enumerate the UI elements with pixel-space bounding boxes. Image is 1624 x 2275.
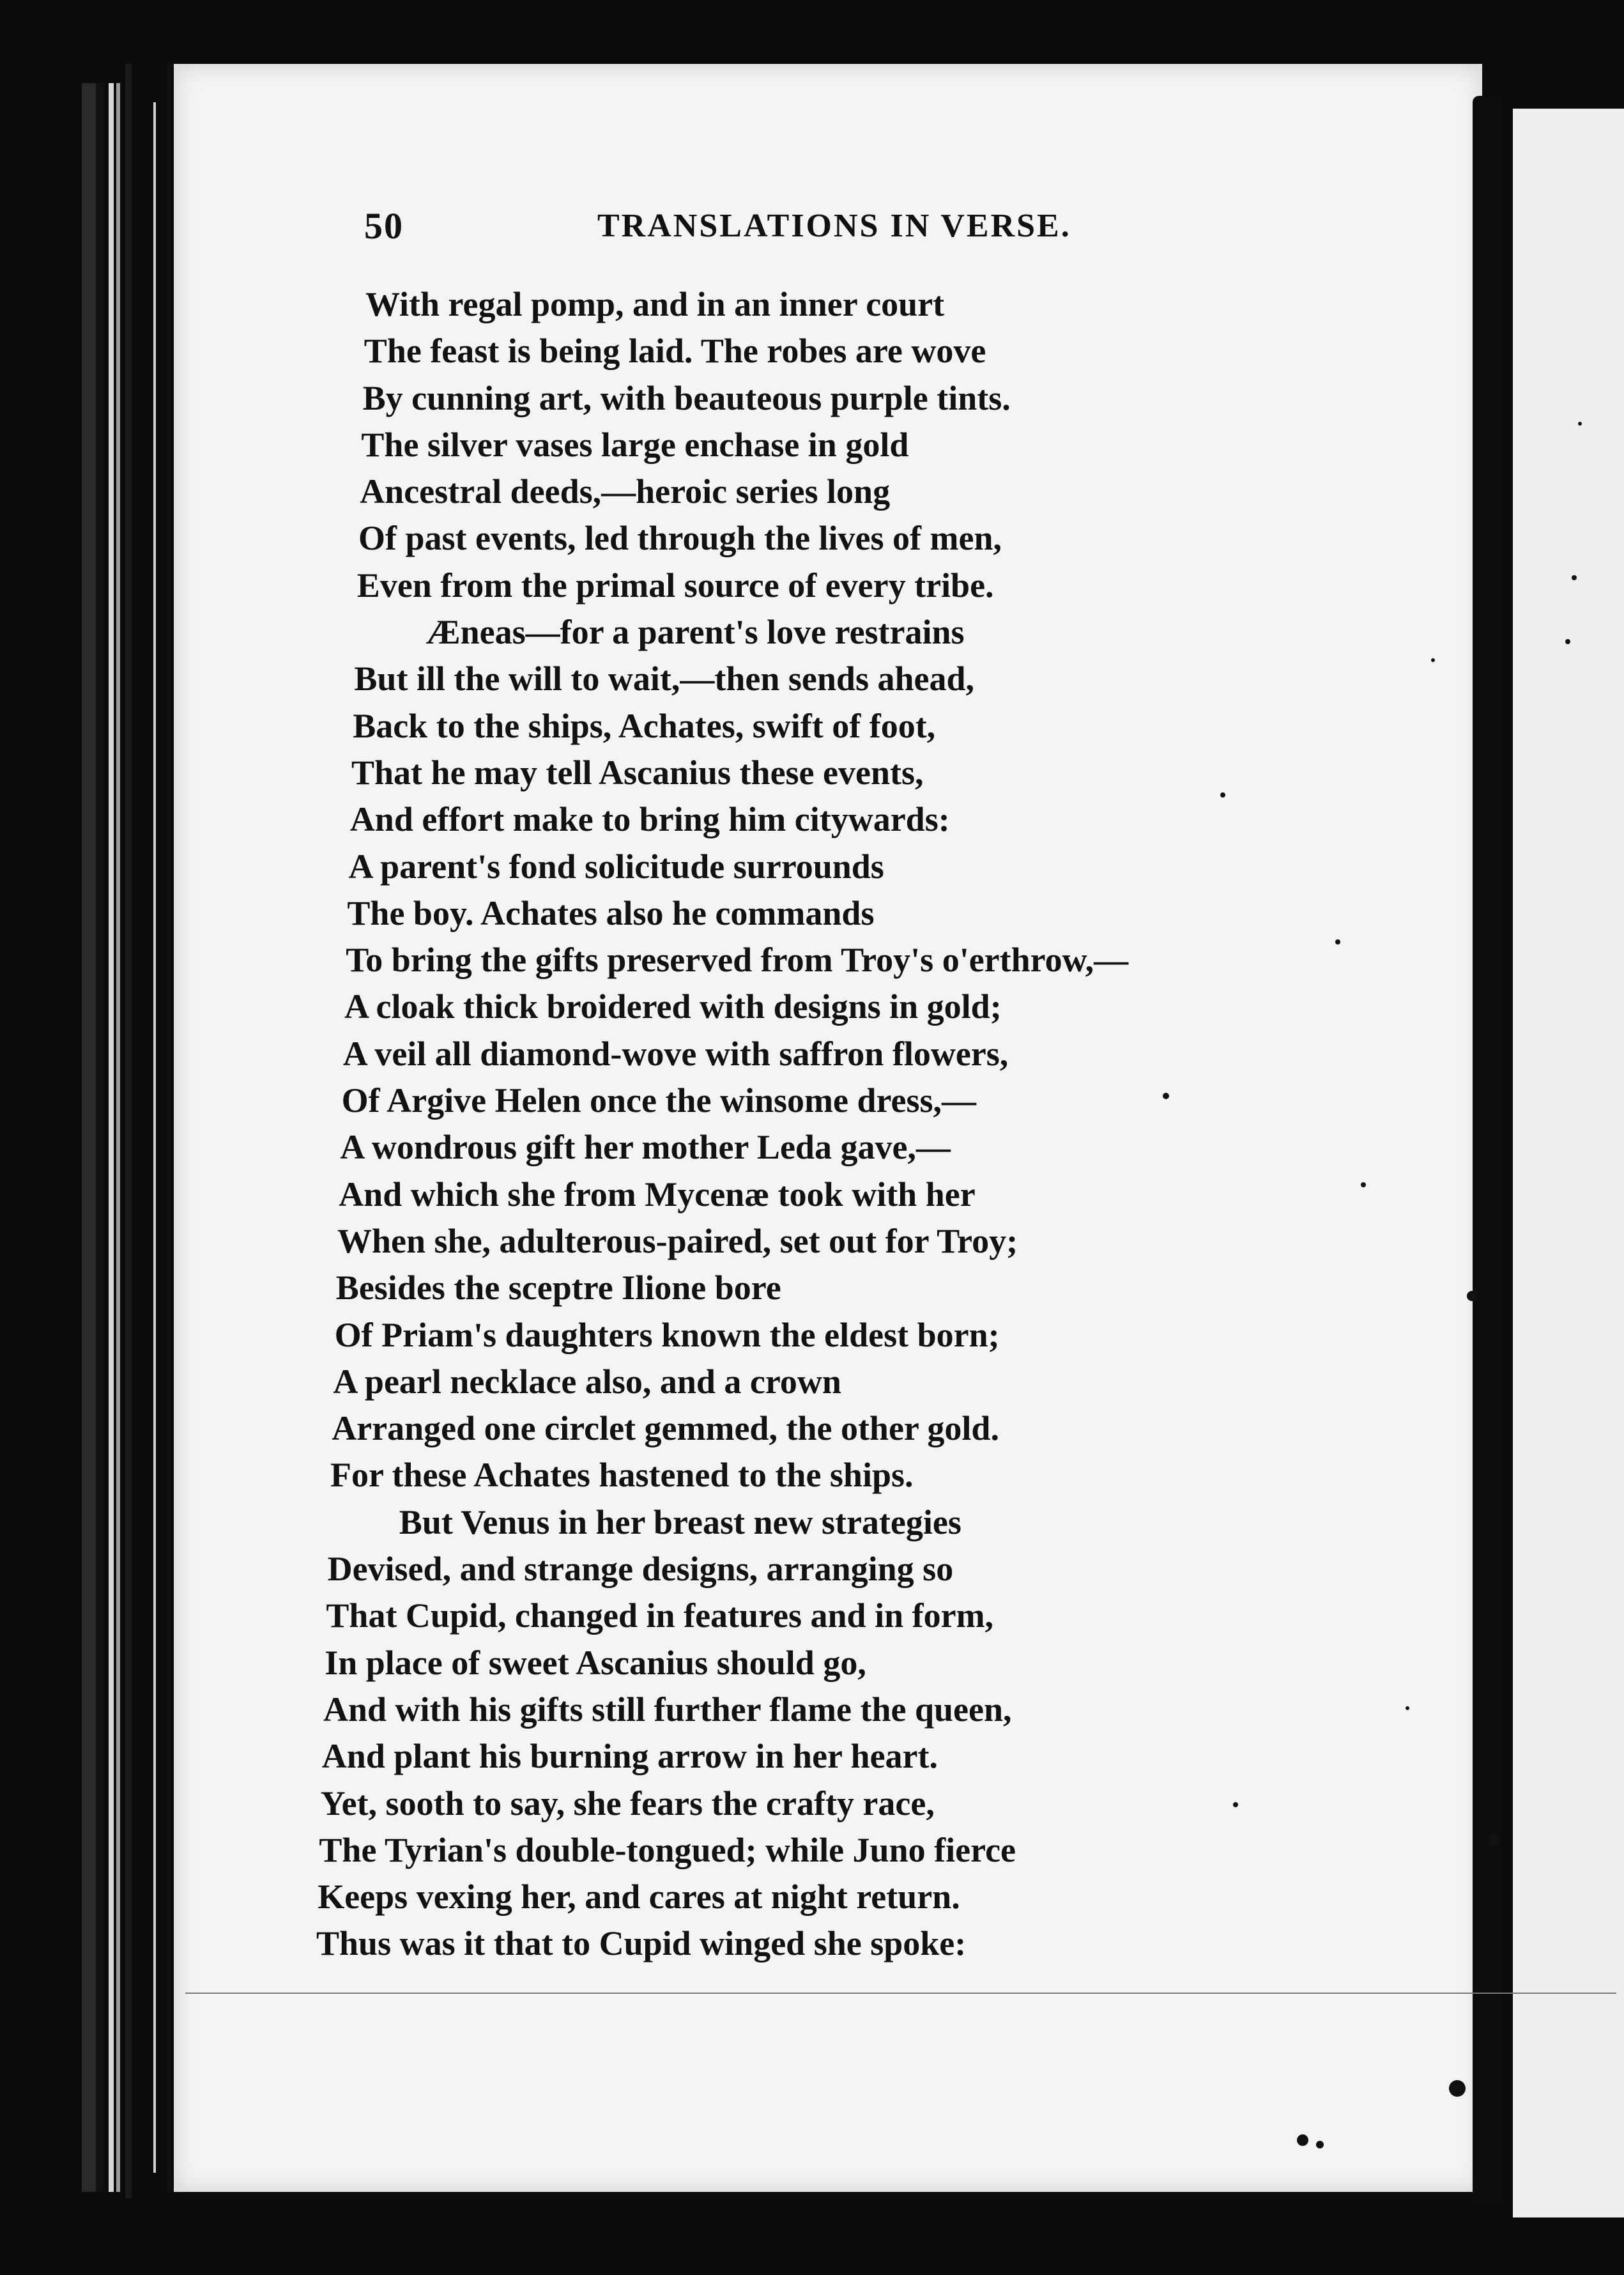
poem-line: Arranged one circlet gemmed, the other gold. — [332, 1409, 999, 1448]
page-gutter-shadow — [1473, 96, 1503, 2205]
scan-speck — [1233, 1802, 1238, 1807]
scan-rule — [185, 1993, 1616, 1994]
poem-line: In place of sweet Ascanius should go, — [325, 1643, 866, 1682]
scan-speck — [1316, 2141, 1324, 2148]
poem-line: Yet, sooth to say, she fears the crafty race, — [320, 1784, 935, 1823]
scan-speck — [1578, 422, 1582, 426]
poem-line: Of Argive Helen once the winsome dress,— — [341, 1081, 976, 1120]
poem-line: For these Achates hastened to the ships. — [330, 1456, 914, 1495]
page-header — [364, 204, 1150, 262]
scan-speck — [1361, 1182, 1366, 1187]
poem-line: Æneas—for a parent's love restrains — [425, 613, 965, 652]
binding-shadow — [82, 83, 96, 2192]
poem-line: That he may tell Ascanius these events, — [351, 753, 924, 792]
poem-line: With regal pomp, and in an inner court — [365, 285, 945, 323]
poem-line: To bring the gifts preserved from Troy's o'erthrow,— — [346, 941, 1129, 980]
poem-line: And with his gifts still further flame the queen, — [323, 1690, 1012, 1729]
binding-shadow — [125, 64, 132, 2198]
scan-speck — [1297, 2134, 1308, 2146]
scan-speck — [1406, 1706, 1409, 1710]
binding-edge — [116, 83, 120, 2192]
poem-line: When she, adulterous-paired, set out for Troy; — [337, 1221, 1018, 1260]
poem-line: And which she from Mycenæ took with her — [339, 1175, 976, 1214]
poem-line: Thus was it that to Cupid winged she spoke: — [316, 1924, 967, 1963]
scan-speck — [1335, 939, 1340, 945]
poem-line: By cunning art, with beauteous purple tints. — [362, 378, 1011, 417]
poem-line: A veil all diamond-wove with saffron flowers, — [342, 1034, 1009, 1073]
poem-line: Of past events, led through the lives of men, — [358, 519, 1002, 558]
poem-line: A pearl necklace also, and a crown — [333, 1362, 841, 1401]
scan-speck — [1431, 658, 1435, 662]
poem-line: The Tyrian's double-tongued; while Juno fierce — [319, 1830, 1016, 1869]
poem-line: The silver vases large enchase in gold — [361, 425, 909, 464]
poem-line: And effort make to bring him citywards: — [349, 800, 950, 839]
binding-shadow — [96, 83, 105, 2192]
poem-line: A cloak thick broidered with designs in gold; — [344, 987, 1002, 1026]
poem-line: But ill the will to wait,—then sends ahead, — [354, 659, 974, 698]
poem-line: That Cupid, changed in features and in form, — [326, 1596, 994, 1635]
poem-line: Ancestral deeds,—heroic series long — [360, 472, 891, 511]
scan-speck — [1572, 575, 1577, 580]
binding-edge — [153, 102, 156, 2173]
binding-edge — [109, 83, 114, 2192]
poem-line: Devised, and strange designs, arranging so — [327, 1550, 954, 1589]
binding-shadow — [167, 64, 171, 2192]
scan-speck — [1467, 1291, 1477, 1301]
poem-text — [316, 281, 1316, 1968]
poem-line: The boy. Achates also he commands — [347, 893, 875, 932]
page-number: 50 — [364, 205, 404, 247]
poem-line: Besides the sceptre Ilione bore — [335, 1269, 781, 1307]
adjacent-page-edge — [1513, 109, 1624, 2217]
scan-speck — [1449, 2080, 1466, 2097]
poem-line: The feast is being laid. The robes are wove — [364, 332, 986, 371]
running-head: TRANSLATIONS IN VERSE. — [597, 208, 1071, 244]
scan-speck — [1220, 792, 1225, 798]
poem-line: A parent's fond solicitude surrounds — [348, 847, 884, 886]
scan-speck — [1489, 1834, 1500, 1846]
scan-speck — [1163, 1093, 1169, 1099]
poem-line: But Venus in her breast new strategies — [399, 1502, 961, 1541]
scan-speck — [1565, 639, 1570, 644]
poem-line: Even from the primal source of every tribe. — [356, 566, 994, 605]
poem-line: A wondrous gift her mother Leda gave,— — [340, 1128, 951, 1167]
poem-line: Keeps vexing her, and cares at night return. — [318, 1878, 960, 1916]
poem-line: Of Priam's daughters known the eldest born; — [334, 1315, 1000, 1354]
poem-line: Back to the ships, Achates, swift of foot, — [353, 706, 936, 745]
poem-line: And plant his burning arrow in her heart. — [321, 1737, 938, 1776]
